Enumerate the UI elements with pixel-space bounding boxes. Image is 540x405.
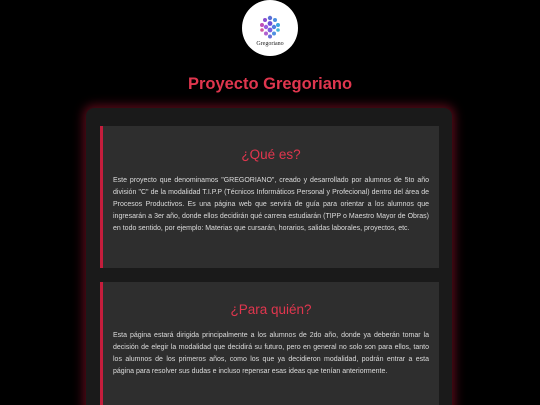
section-heading: ¿Para quién? (230, 302, 312, 317)
section-heading: ¿Qué es? (241, 147, 301, 162)
section-que-es (100, 126, 439, 268)
section-body: Esta página estará dirigida principalmente a los alumnos de 2do año, donde ya deberán tomar la decisión de elegir la modalidad que decidirá su futuro, pero en general no solo son para ellos, tanto los alumnos de los primeros años, como los que ya decidieron modalidad, podrán entrar a esta página para resolver sus dudas e incluso repensar esas ideas que tenían anteriormente. (113, 332, 429, 375)
page-title: Proyecto Gregoriano (187, 75, 353, 93)
logo-text: Gregoriano (256, 40, 284, 47)
section-para-quien (100, 282, 439, 405)
section-body: Este proyecto que denominamos "GREGORIANO", creado y desarrollado por alumnos de 5to año división "C" de la modalidad T.I.P.P (Técnicos Informáticos Personal y Profecional) dentro del área de Procesos Productivos. Es una página web que servirá de guía para orientar a los alumnos que ingresarán a 3er año, donde ellos decidirán qué carrera estudiarán (TIPP o Maestro Mayor de Obras) en todo sentido, por ejemplo: Materias que cursarán, horarios, salidas laborales, proyectos, etc. (113, 177, 429, 232)
gregoriano-logo[interactable] (242, 0, 298, 56)
logo-emblem-icon (257, 14, 283, 40)
